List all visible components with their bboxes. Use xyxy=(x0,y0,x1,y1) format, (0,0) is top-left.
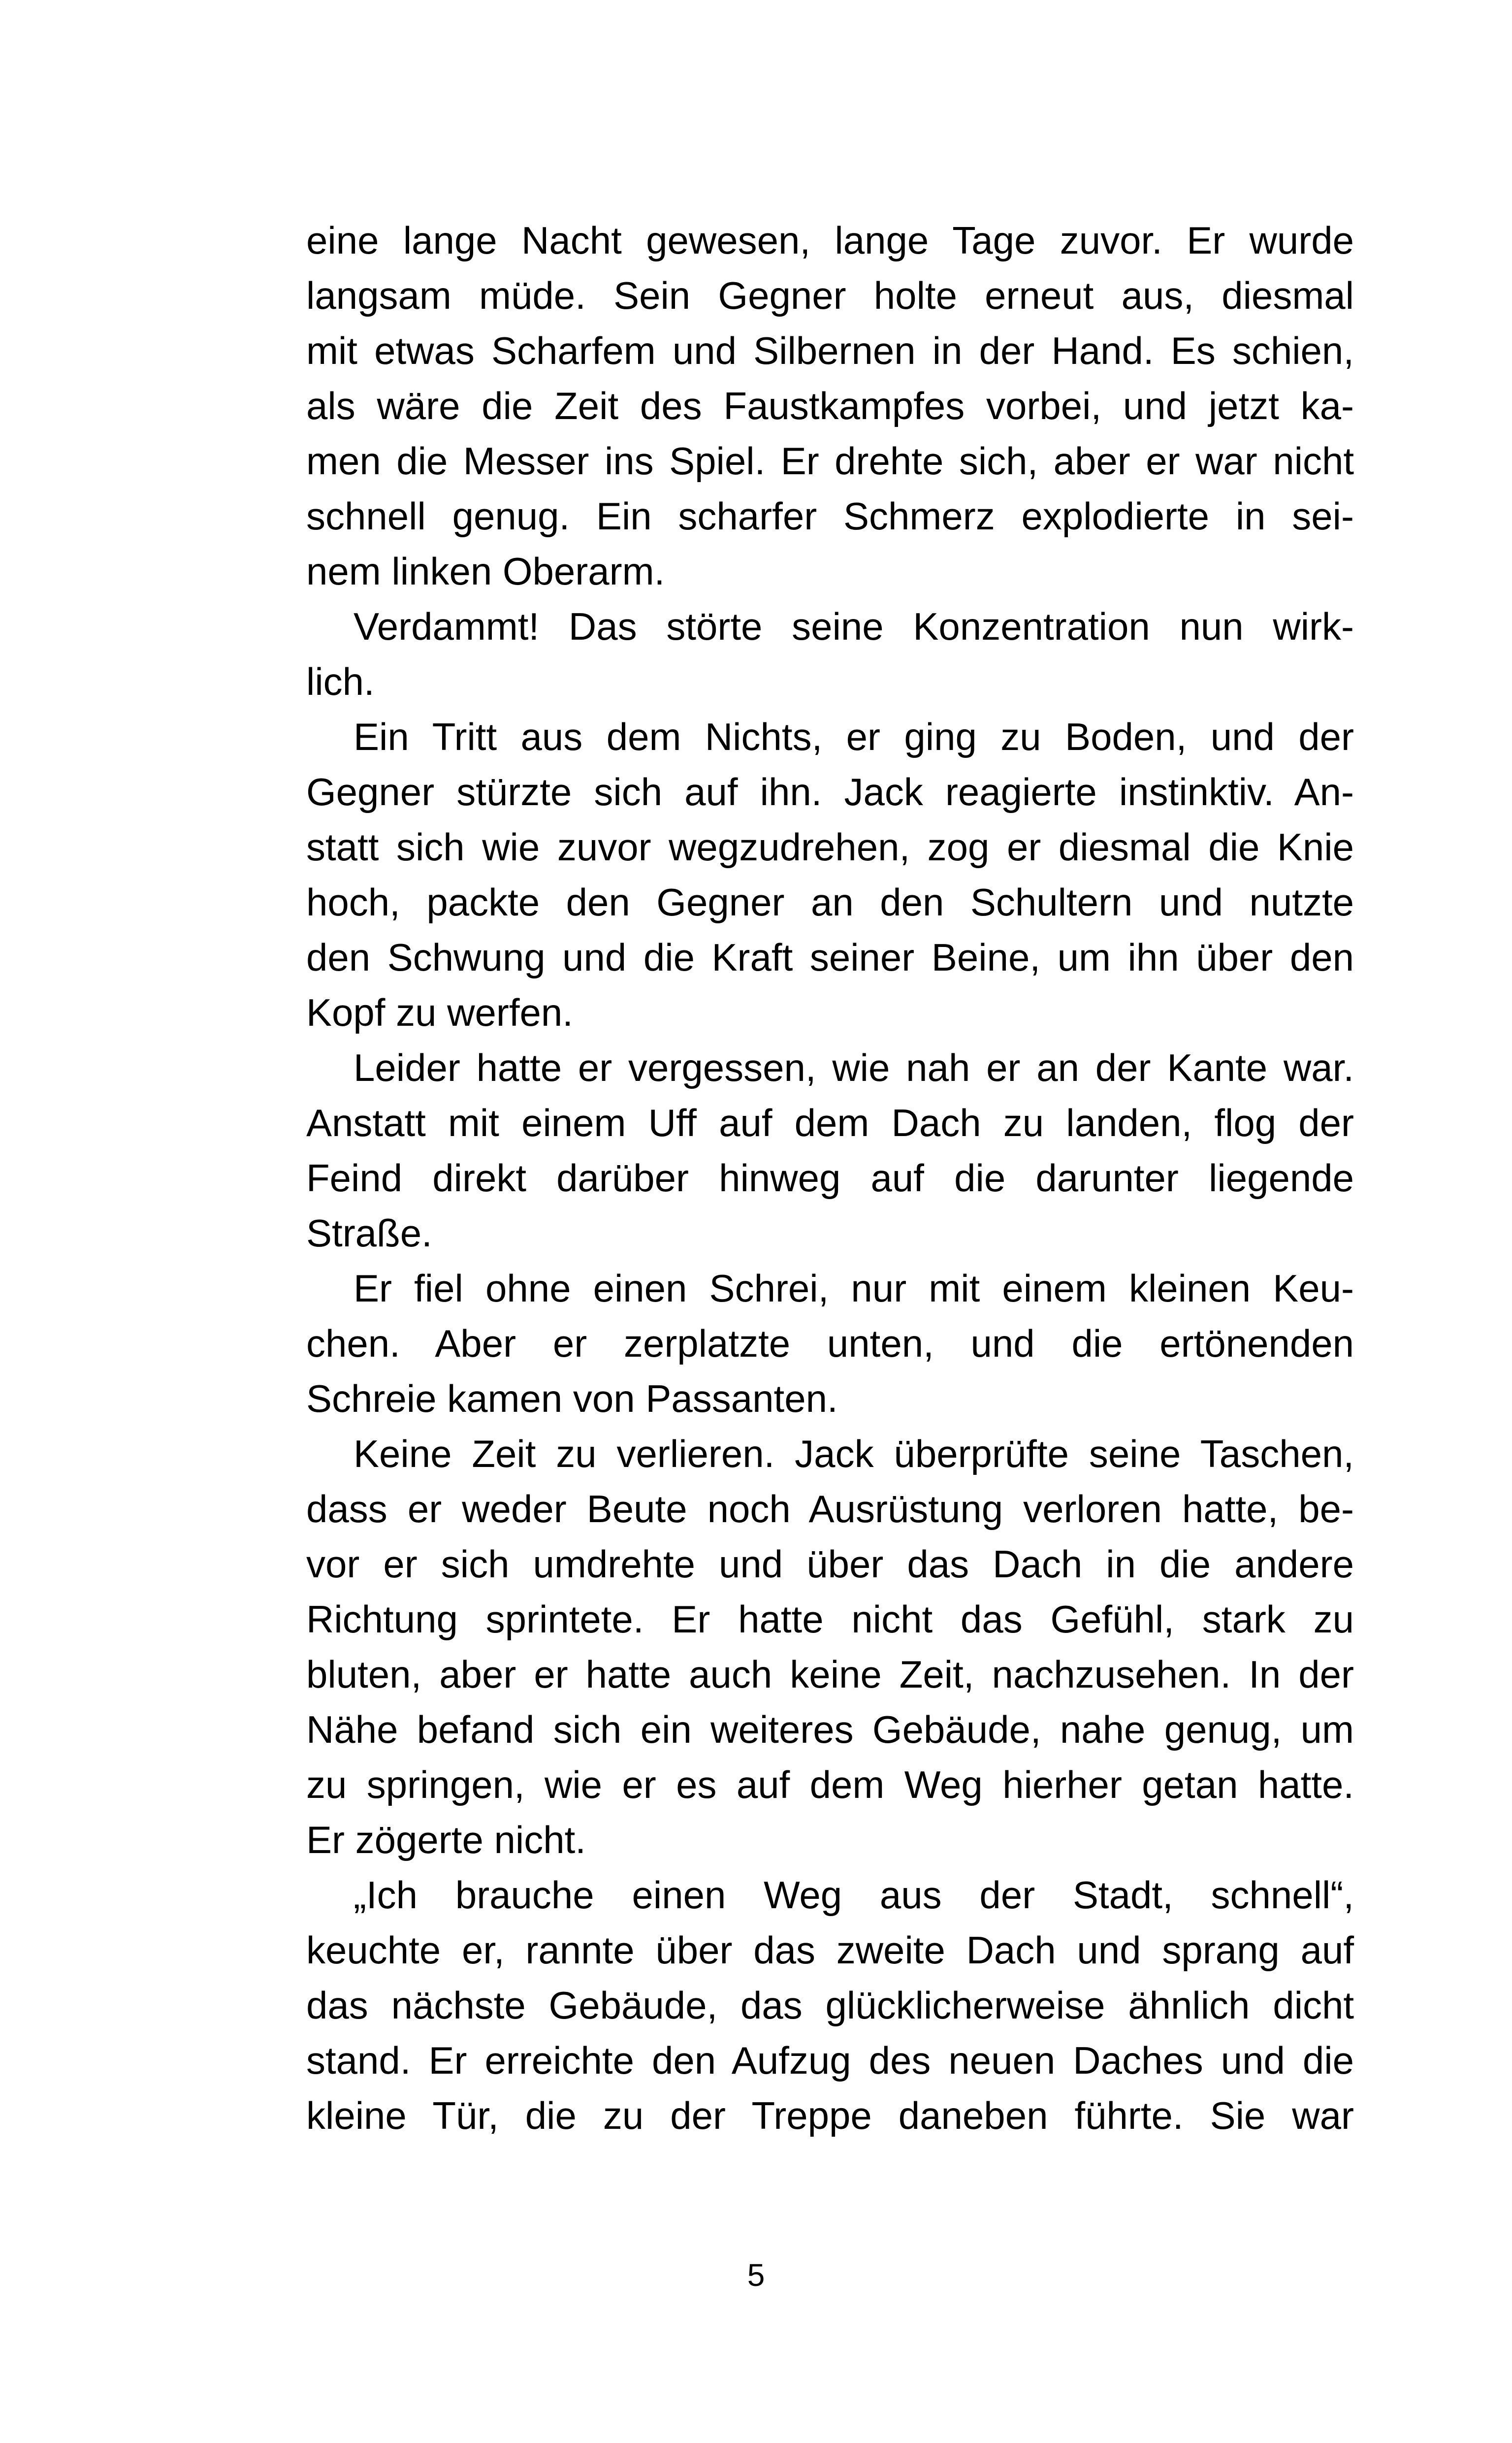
text-line: Leider hatte er vergessen, wie nah er an der Kante war. xyxy=(354,1046,1354,1089)
text-line: Richtung sprintete. Er hatte nicht das Gefühl, stark zu xyxy=(306,1597,1354,1641)
text-line: nem linken Oberarm. xyxy=(306,550,665,593)
text-line: eine lange Nacht gewesen, lange Tage zuvor. Er wurde xyxy=(306,219,1354,262)
text-line: Gegner stürzte sich auf ihn. Jack reagierte instinktiv. An- xyxy=(306,770,1354,814)
text-line: Verdammt! Das störte seine Konzentration nun wirk- xyxy=(354,605,1354,648)
text-line: Keine Zeit zu verlieren. Jack überprüfte seine Taschen, xyxy=(354,1432,1354,1475)
text-line: bluten, aber er hatte auch keine Zeit, nachzusehen. In der xyxy=(306,1653,1354,1696)
text-line: kleine Tür, die zu der Treppe daneben führte. Sie war xyxy=(306,2094,1354,2137)
page-number: 5 xyxy=(747,2257,765,2293)
text-line: schnell genug. Ein scharfer Schmerz explodierte in sei- xyxy=(306,494,1354,538)
text-line: chen. Aber er zerplatzte unten, und die ertönenden xyxy=(306,1322,1354,1365)
text-line: Schreie kamen von Passanten. xyxy=(306,1377,838,1420)
text-line: mit etwas Scharfem und Silbernen in der Hand. Es schien, xyxy=(306,329,1354,372)
text-line: „Ich brauche einen Weg aus der Stadt, schnell“, xyxy=(354,1873,1354,1917)
text-line: hoch, packte den Gegner an den Schultern und nutzte xyxy=(306,880,1354,924)
text-line: Straße. xyxy=(306,1211,432,1255)
text-line: men die Messer ins Spiel. Er drehte sich, aber er war nicht xyxy=(306,439,1354,483)
text-line: das nächste Gebäude, das glücklicherweise ähnlich dicht xyxy=(306,1984,1354,2027)
text-line: Feind direkt darüber hinweg auf die darunter liegende xyxy=(306,1156,1354,1200)
text-line: lich. xyxy=(306,660,375,703)
text-line: langsam müde. Sein Gegner holte erneut aus, diesmal xyxy=(306,274,1354,317)
text-line: als wäre die Zeit des Faustkampfes vorbei, und jetzt ka- xyxy=(306,384,1354,427)
text-line: Er fiel ohne einen Schrei, nur mit einem kleinen Keu- xyxy=(354,1267,1354,1310)
text-line: den Schwung und die Kraft seiner Beine, um ihn über den xyxy=(306,936,1354,979)
text-line: zu springen, wie er es auf dem Weg hierher getan hatte. xyxy=(306,1763,1354,1806)
text-line: statt sich wie zuvor wegzudrehen, zog er diesmal die Knie xyxy=(306,825,1354,869)
text-line: vor er sich umdrehte und über das Dach in die andere xyxy=(306,1542,1354,1586)
body-text xyxy=(306,213,1354,2143)
text-line: Anstatt mit einem Uff auf dem Dach zu landen, flog der xyxy=(306,1101,1354,1144)
text-line: Kopf zu werfen. xyxy=(306,991,573,1034)
text-line: keuchte er, rannte über das zweite Dach und sprang auf xyxy=(306,1928,1354,1972)
text-line: Er zögerte nicht. xyxy=(306,1818,586,1861)
text-line: dass er weder Beute noch Ausrüstung verloren hatte, be- xyxy=(306,1487,1354,1531)
text-line: Nähe befand sich ein weiteres Gebäude, nahe genug, um xyxy=(306,1708,1354,1751)
text-line: stand. Er erreichte den Aufzug des neuen Daches und die xyxy=(306,2039,1354,2082)
text-line: Ein Tritt aus dem Nichts, er ging zu Boden, und der xyxy=(354,715,1354,758)
